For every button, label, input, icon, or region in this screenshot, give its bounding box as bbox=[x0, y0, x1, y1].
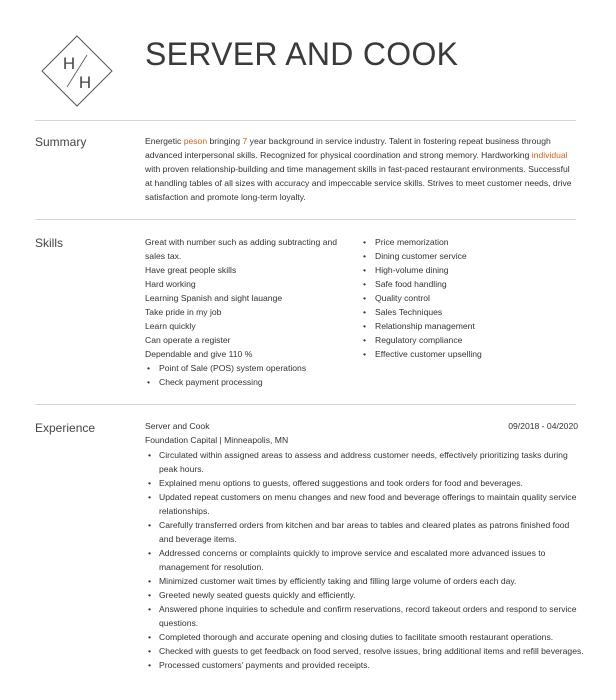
skill-bullet-item: • Sales Techniques bbox=[361, 305, 482, 319]
skill-bullet-item: • High-volume dining bbox=[361, 263, 482, 277]
job-duty-item: • Circulated within assigned areas to assess and address customer needs, effectively prioritizing tasks during peak hours. bbox=[145, 448, 585, 476]
summary-highlight: 7 bbox=[242, 136, 248, 146]
skill-item: Have great people skills bbox=[145, 265, 237, 275]
skill-item: Can operate a register bbox=[145, 335, 231, 345]
skill-item: Great with number such as adding subtracting and bbox=[145, 237, 338, 247]
skills-left-column bbox=[145, 235, 337, 389]
monogram-first-initial: H bbox=[62, 54, 76, 73]
summary-part: with proven relationship-building and time management skills in fast-paced restaurant environments. Successful at handling tables of all sizes with accuracy and impeccable service skills. Strives to meet customer needs, drive satisfaction and promote long-term loyalty. bbox=[145, 164, 572, 202]
skill-bullet-item: • Dining customer service bbox=[361, 249, 482, 263]
skill-item: sales tax. bbox=[145, 251, 182, 261]
skill-bullet-item: • Relationship management bbox=[361, 319, 482, 333]
skill-item: Dependable and give 110 % bbox=[145, 349, 253, 359]
divider bbox=[35, 404, 576, 405]
skills-heading: Skills bbox=[35, 236, 64, 250]
skill-bullet-item: • Effective customer upselling bbox=[361, 347, 482, 361]
skill-bullet-item: • Regulatory compliance bbox=[361, 333, 482, 347]
job-duty-item: • Processed customers' payments and provided receipts. bbox=[145, 658, 585, 672]
skill-item: Learn quickly bbox=[145, 321, 196, 331]
job-title: Server and Cook bbox=[145, 421, 210, 431]
experience-heading: Experience bbox=[35, 421, 96, 435]
resume-name: SERVER AND COOK bbox=[145, 36, 459, 72]
job-duties-list bbox=[145, 448, 585, 672]
job-dates: 09/2018 - 04/2020 bbox=[508, 421, 578, 431]
skill-item: Take pride in my job bbox=[145, 307, 222, 317]
skill-bullet-item: • Point of Sale (POS) system operations bbox=[145, 361, 337, 375]
job-duty-item: • Greeted newly seated guests quickly and efficiently. bbox=[145, 588, 585, 602]
monogram-last-initial: H bbox=[78, 73, 92, 92]
job-employer: Foundation Capital | Minneapolis, MN bbox=[145, 435, 289, 445]
job-duty-item: • Checked with guests to get feedback on food served, resolve issues, bring additional items and refill beverages. bbox=[145, 644, 585, 658]
skills-right-column bbox=[361, 235, 482, 361]
skill-item: Learning Spanish and sight lauange bbox=[145, 293, 283, 303]
divider bbox=[35, 120, 576, 121]
skill-bullet-item: • Price memorization bbox=[361, 235, 482, 249]
job-duty-item: • Explained menu options to guests, offered suggestions and took orders for food and beverages. bbox=[145, 476, 585, 490]
skill-bullet-item: • Check payment processing bbox=[145, 375, 337, 389]
job-duty-item: • Updated repeat customers on menu changes and new food and beverage offerings to maintain quality service relationships. bbox=[145, 490, 585, 518]
divider bbox=[35, 219, 576, 220]
summary-part: year background in service industry. Talent in fostering repeat business through advanced interpersonal skills. Recognized for physical coordination and strong memory. Hardworking bbox=[145, 136, 551, 160]
summary-text bbox=[145, 134, 575, 204]
job-duty-item: • Answered phone inquiries to schedule and confirm reservations, record takeout orders and respond to service questions. bbox=[145, 602, 585, 630]
summary-part: Energetic bbox=[145, 136, 184, 146]
summary-highlight: individual bbox=[531, 150, 568, 160]
skill-item: Hard working bbox=[145, 279, 196, 289]
job-duty-item: • Minimized customer wait times by efficiently taking and filling large volume of orders each day. bbox=[145, 574, 585, 588]
skill-bullet-item: • Quality control bbox=[361, 291, 482, 305]
summary-highlight: peson bbox=[183, 136, 208, 146]
skill-bullet-item: • Safe food handling bbox=[361, 277, 482, 291]
summary-part: bringing bbox=[207, 136, 243, 146]
job-duty-item: • Carefully transferred orders from kitchen and bar areas to tables and cleared plates as patrons finished food and beverage items. bbox=[145, 518, 585, 546]
monogram-logo bbox=[41, 35, 113, 107]
job-duty-item: • Addressed concerns or complaints quickly to improve service and escalated more advanced issues to management for resolution. bbox=[145, 546, 585, 574]
job-duty-item: • Completed thorough and accurate opening and closing duties to facilitate smooth restaurant operations. bbox=[145, 630, 585, 644]
summary-heading: Summary bbox=[35, 135, 87, 149]
